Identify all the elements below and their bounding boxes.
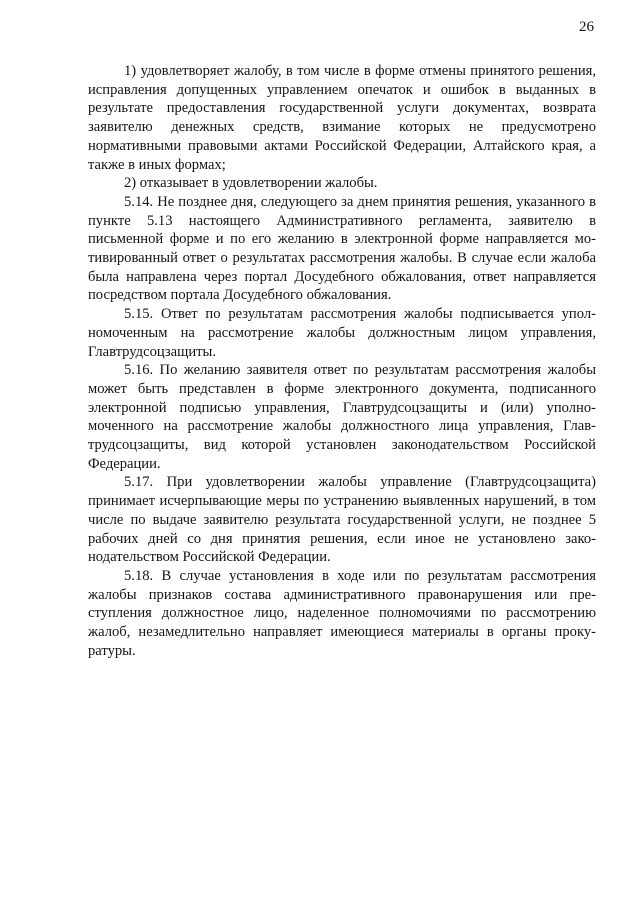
paragraph-5-15: 5.15. Ответ по результатам рассмотрения жалобы подписывается уполномоченным на рассмотрение жалобы должностным лицом управления, Главтрудсоцзащиты.	[88, 306, 596, 360]
paragraph-5-14: 5.14. Не позднее дня, следующего за днем принятия решения, указанного в пункте 5.13 настоящего Административного регламента, заявителю в письменной форме и по его желанию в электронной форме направляется мотивированный ответ о результатах рассмотрения жалобы. В случае если жалоба была направлена через портал Досудебного обжалования, ответ направляется посредством портала Досудебного обжалования.	[88, 193, 596, 304]
paragraph-5-16: 5.16. По желанию заявителя ответ по результатам рассмотрения жалобы может быть представлен в форме электронного документа, подписанного электронной подписью управления, Главтрудсоцзащиты и (или) уполномоченного на рассмотрение жалобы должностного лица управления, Главтрудсоцзащиты, вид которой установлен законодательством Российской Федерации.	[88, 362, 596, 472]
page-number: 26	[579, 19, 594, 35]
paragraph-5-17: 5.17. При удовлетворении жалобы управление (Главтрудсоцзащита) принимает исчерпывающие меры по устранению выявленных нарушений, в том числе по выдаче заявителю результата государственной услуги, не позднее 5 рабочих дней со дня принятия решения, если иное не установлено законодательством Российской Федерации.	[88, 474, 596, 566]
paragraph-5-18: 5.18. В случае установления в ходе или по результатам рассмотрения жалобы признаков состава административного правонарушения или преступления должностное лицо, наделенное полномочиями по рассмотрению жалоб, незамедлительно направляет имеющиеся материалы в органы прокуратуры.	[88, 567, 596, 659]
paragraph-item-2: 2) отказывает в удовлетворении жалобы.	[124, 175, 378, 192]
paragraph-item-1: 1) удовлетворяет жалобу, в том числе в форме отмены принятого решения, исправления допущенных управлением опечаток и ошибок в выданных в результате предоставления государственной услуги документах, возврата заявителю денежных средств, взимание которых не предусмотрено нормативными правовыми актами Российской Федерации, Алтайского края, а также в иных формах;	[88, 63, 596, 173]
document-body	[88, 62, 596, 661]
